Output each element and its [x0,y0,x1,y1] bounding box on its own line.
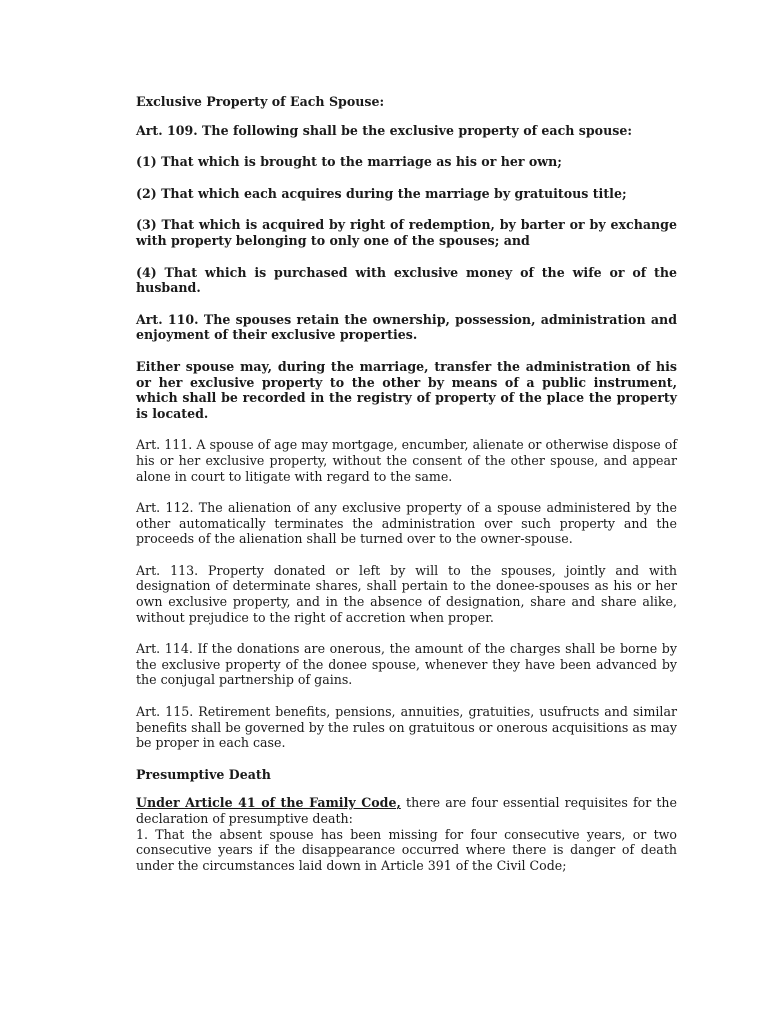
section-heading-presumptive-death: Presumptive Death [136,766,271,782]
art110: Art. 110. The spouses retain the ownership, possession, administration and enjoyment of their exclusive properties. [136,311,677,343]
art111: Art. 111. A spouse of age may mortgage, encumber, alienate or otherwise dispose of his or her exclusive property, without the consent of the other spouse, and appear alone in court to litigate with regard to the same. [136,437,677,484]
art110-paragraph-2: Either spouse may, during the marriage, transfer the administration of his or her exclusive property to the other by means of a public instrument, which shall be recorded in the registry of property of the place the property is located. [136,358,677,421]
art115: Art. 115. Retirement benefits, pensions, annuities, gratuities, usufructs and similar benefits shall be governed by the rules on gratuitous or onerous acquisitions as may be proper in each case. [136,704,677,751]
art41-reference: Under Article 41 of the Family Code, [136,795,401,811]
art112: Art. 112. The alienation of any exclusive property of a spouse administered by the other automatically terminates the administration over such property and the proceeds of the alienation shall be turned over to the owner-spouse. [136,500,677,547]
art109-item-4: (4) That which is purchased with exclusive money of the wife or of the husband. [136,264,677,296]
art41-paragraph [136,795,677,826]
section-heading-exclusive-property: Exclusive Property of Each Spouse: [136,94,385,109]
art109-item-1: (1) That which is brought to the marriage as his or her own; [136,154,562,170]
art109-item-3: (3) That which is acquired by right of redemption, by barter or by exchange with property belonging to only one of the spouses; and [136,217,677,248]
art114: Art. 114. If the donations are onerous, the amount of the charges shall be borne by the exclusive property of the donee spouse, whenever they have been advanced by the conjugal partnership of gains. [136,641,677,688]
art41-text: there are four essential requisites for the declaration of presumptive death: [136,795,677,826]
art109-intro: Art. 109. The following shall be the exclusive property of each spouse: [136,122,632,138]
requisite-1: 1. That the absent spouse has been missing for four consecutive years, or two consecutive years if the disappearance occurred where there is danger of death under the circumstances laid down in Article 391 of the Civil Code; [136,826,677,873]
document-page [136,94,677,889]
art113: Art. 113. Property donated or left by will to the spouses, jointly and with designation of determinate shares, shall pertain to the donee-spouses as his or her own exclusive property, and in the absence of designation, share and share alike, without prejudice to the right of accretion when proper. [136,562,677,625]
art109-item-2: (2) That which each acquires during the marriage by gratuitous title; [136,185,627,201]
